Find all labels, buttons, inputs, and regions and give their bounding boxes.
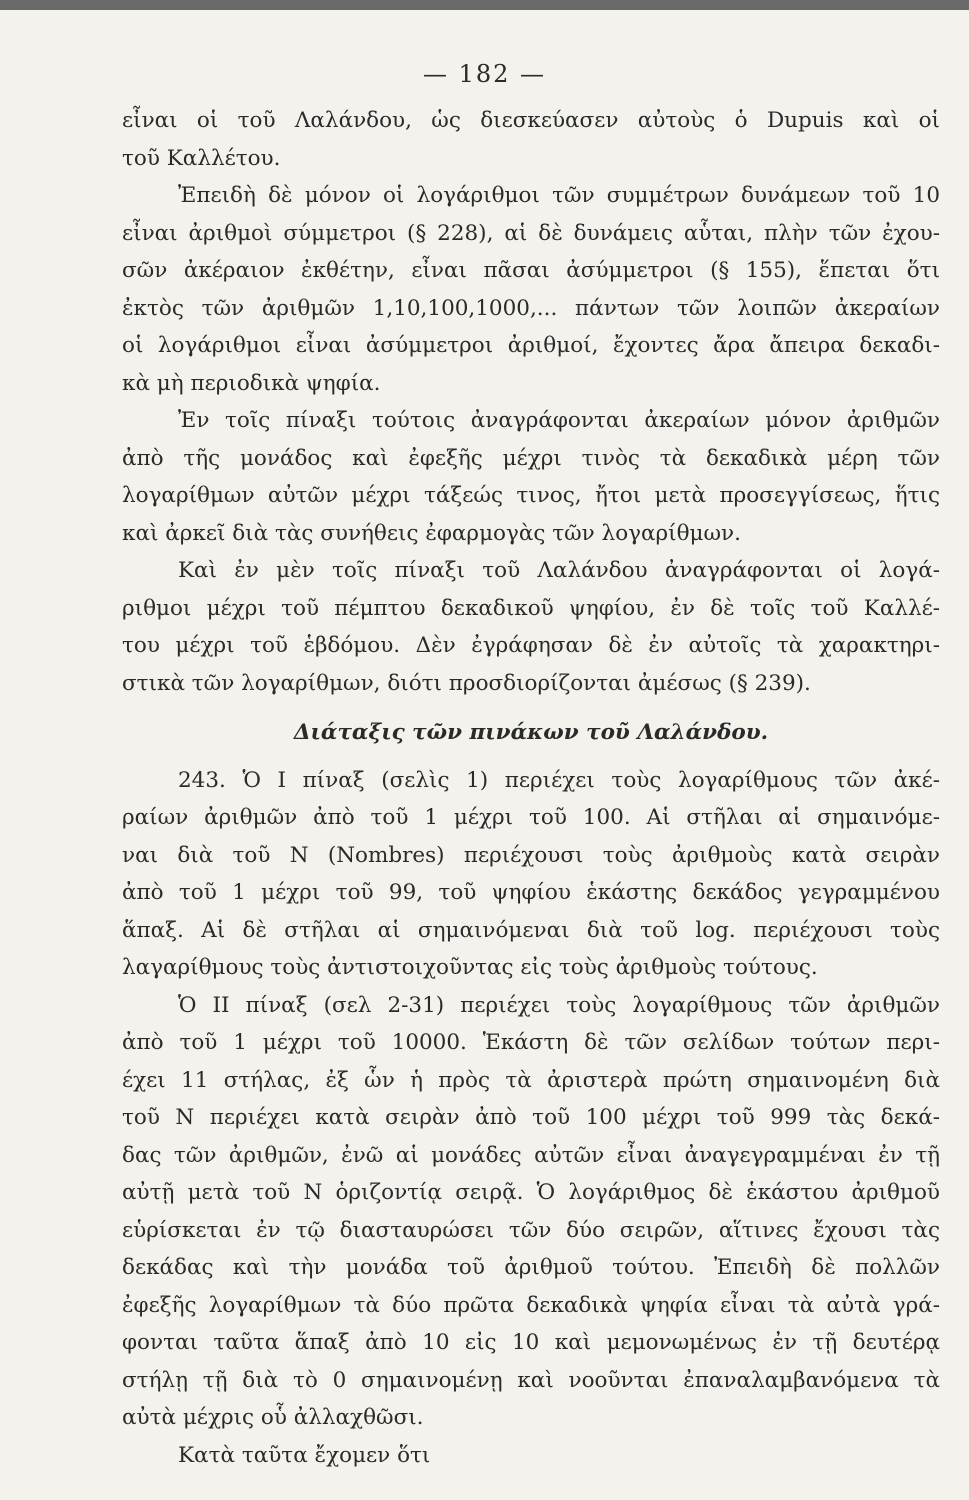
- text-line: του μέχρι τοῦ ἑβδόμου. Δὲν ἐγράφησαν δὲ ἐν αὐτοῖς τὰ χαρακτηρι-: [122, 633, 940, 658]
- text-line: τοῦ Καλλέτου.: [122, 145, 281, 171]
- text-line: Ὁ II πίναξ (σελ 2-31) περιέχει τοὺς λογαρίθμους τῶν ἀριθμῶν: [178, 992, 940, 1018]
- text-line: ἀπὸ τοῦ 1 μέχρι τοῦ 99, τοῦ ψηφίου ἑκάστης δεκάδος γεγραμμένου: [122, 880, 940, 905]
- text-line: εὑρίσκεται ἐν τῷ διασταυρώσει τῶν δύο σειρῶν, αἵτινες ἔχουσι τὰς: [122, 1217, 940, 1243]
- text-line: οἱ λογάριθμοι εἶναι ἀσύμμετροι ἀριθμοί, ἔχοντες ἄρα ἄπειρα δεκαδι-: [122, 333, 940, 358]
- text-line: ἐκτὸς τῶν ἀριθμῶν 1,10,100,1000,... πάντων τῶν λοιπῶν ἀκεραίων: [122, 295, 940, 321]
- text-line: ναι διὰ τοῦ N (Nombres) περιέχουσι τοὺς ἀριθμοὺς κατὰ σειρὰν: [122, 842, 940, 868]
- page-number: — 182 —: [422, 60, 547, 88]
- text-line: 243. Ὁ I πίναξ (σελὶς 1) περιέχει τοὺς λογαρίθμους τῶν ἀκέ-: [178, 767, 940, 793]
- text-line: αὐτὰ μέχρις οὗ ἀλλαχθῶσι.: [122, 1405, 424, 1430]
- text-line: Κατὰ ταῦτα ἔχομεν ὅτι: [178, 1442, 431, 1468]
- text-line: ριθμοι μέχρι τοῦ πέμπτου δεκαδικοῦ ψηφίου, ἐν δὲ τοῖς τοῦ Καλλέ-: [122, 595, 940, 621]
- text-line: Ἐν τοῖς πίναξι τούτοις ἀναγράφονται ἀκεραίων μόνον ἀριθμῶν: [178, 408, 940, 433]
- text-line: έχει 11 στήλας, ἐξ ὧν ἡ πρὸς τὰ ἀριστερὰ πρώτη σημαινομένη διὰ: [122, 1067, 940, 1093]
- text-line: τοῦ N περιέχει κατὰ σειρὰν ἀπὸ τοῦ 100 μέχρι τοῦ 999 τὰς δεκά-: [122, 1105, 940, 1130]
- book-page: [0, 10, 969, 1500]
- text-line: Καὶ ἐν μὲν τοῖς πίναξι τοῦ Λαλάνδου ἀναγράφονται οἱ λογά-: [178, 558, 940, 583]
- text-line: δας τῶν ἀριθμῶν, ἐνῶ αἱ μονάδες αὐτῶν εἶναι ἀναγεγραμμέναι ἐν τῇ: [122, 1142, 940, 1168]
- text-line: στήλῃ τῇ διὰ τὸ 0 σημαινομένῃ καὶ νοοῦνται ἐπαναλαμβανόμενα τὰ: [122, 1367, 940, 1393]
- text-line: φονται ταῦτα ἅπαξ ἀπὸ 10 εἰς 10 καὶ μεμονωμένως ἐν τῇ δευτέρᾳ: [122, 1330, 940, 1355]
- text-line: στικὰ τῶν λογαρίθμων, διότι προσδιορίζονται ἀμέσως (§ 239).: [122, 670, 811, 696]
- text-line: Ἐπειδὴ δὲ μόνον οἱ λογάριθμοι τῶν συμμέτρων δυνάμεων τοῦ 10: [178, 183, 940, 208]
- text-line: λογαρίθμων αὐτῶν μέχρι τάξεώς τινος, ἤτοι μετὰ προσεγγίσεως, ἥτις: [122, 483, 940, 508]
- top-border: [0, 0, 969, 10]
- section-heading: Διάταξις τῶν πινάκων τοῦ Λαλάνδου.: [293, 720, 769, 745]
- text-line: ἀπὸ τῆς μονάδος καὶ ἐφεξῆς μέχρι τινὸς τὰ δεκαδικὰ μέρη τῶν: [122, 445, 940, 471]
- text-line: ἐφεξῆς λογαρίθμων τὰ δύο πρῶτα δεκαδικὰ ψηφία εἶναι τὰ αὐτὰ γρά-: [122, 1292, 940, 1318]
- text-line: ἀπὸ τοῦ 1 μέχρι τοῦ 10000. Ἑκάστη δὲ τῶν σελίδων τούτων περι-: [122, 1030, 940, 1055]
- text-line: ἅπαξ. Αἱ δὲ στῆλαι αἱ σημαινόμεναι διὰ τοῦ log. περιέχουσι τοὺς: [122, 917, 940, 943]
- text-line: κὰ μὴ περιοδικὰ ψηφία.: [122, 370, 381, 396]
- text-line: αὐτῇ μετὰ τοῦ N ὁριζοντίᾳ σειρᾷ. Ὁ λογάριθμος δὲ ἑκάστου ἀριθμοῦ: [122, 1180, 940, 1205]
- text-line: καὶ ἀρκεῖ διὰ τὰς συνήθεις ἐφαρμογὰς τῶν λογαρίθμων.: [122, 520, 741, 546]
- text-line: ραίων ἀριθμῶν ἀπὸ τοῦ 1 μέχρι τοῦ 100. Αἱ στῆλαι αἱ σημαινόμε-: [122, 805, 940, 830]
- body-text: [122, 102, 940, 1474]
- text-line: εἶναι ἀριθμοὶ σύμμετροι (§ 228), αἱ δὲ δυνάμεις αὗται, πλὴν τῶν ἐχου-: [122, 220, 940, 246]
- text-line: δεκάδας καὶ τὴν μονάδα τοῦ ἀριθμοῦ τούτου. Ἐπειδὴ δὲ πολλῶν: [122, 1255, 940, 1280]
- text-line: σῶν ἀκέραιον ἐκθέτην, εἶναι πᾶσαι ἀσύμμετροι (§ 155), ἕπεται ὅτι: [122, 258, 940, 283]
- text-line: λαγαρίθμους τοὺς ἀντιστοιχοῦντας εἰς τοὺς ἀριθμοὺς τούτους.: [122, 955, 818, 980]
- text-line: εἶναι οἱ τοῦ Λαλάνδου, ὡς διεσκεύασεν αὐτοὺς ὁ Dupuis καὶ οἱ: [122, 108, 940, 133]
